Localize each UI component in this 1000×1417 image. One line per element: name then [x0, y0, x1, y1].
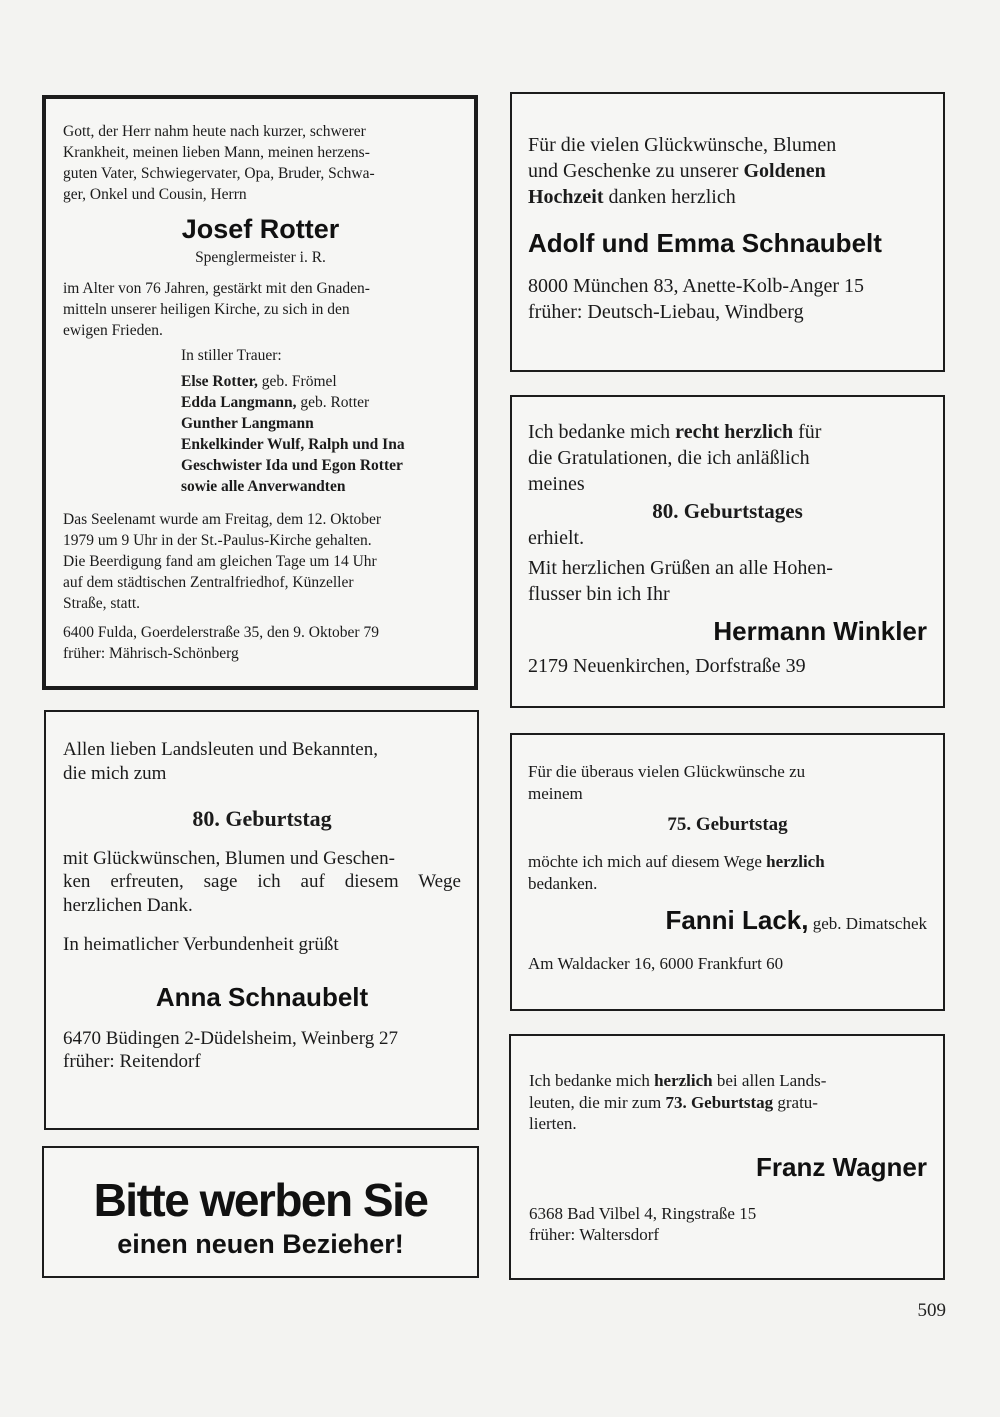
notice-hermann-winkler	[510, 395, 945, 708]
occasion: 75. Geburtstag	[667, 814, 788, 835]
text-line: im Alter von 76 Jahren, gestärkt mit den Gnaden-	[63, 280, 370, 297]
text-line: und Geschenke zu unserer Goldenen	[528, 160, 826, 182]
text-line: In heimatlicher Verbundenheit grüßt	[63, 934, 339, 955]
mourner: sowie alle Anverwandten	[181, 478, 346, 495]
notice-franz-wagner	[509, 1034, 945, 1280]
former-home: früher: Reitendorf	[63, 1051, 201, 1072]
sender-name: Fanni Lack,	[665, 905, 809, 935]
mourners-list	[181, 371, 458, 497]
text-line: Ich bedanke mich recht herzlich für	[528, 421, 822, 443]
obituary-age-text	[63, 278, 458, 341]
text-line: möchte ich mich auf diesem Wege herzlich	[528, 852, 825, 871]
sender-name-line	[528, 905, 927, 935]
mourner: Enkelkinder Wulf, Ralph und Ina	[181, 436, 405, 453]
text-line: herzlichen Dank.	[63, 894, 193, 916]
address: 6368 Bad Vilbel 4, Ringstraße 15	[529, 1203, 757, 1223]
text-line: 1979 um 9 Uhr in der St.-Paulus-Kirche gehalten.	[63, 532, 372, 549]
text-line: Allen lieben Landsleuten und Bekannten,	[63, 739, 378, 760]
address: 8000 München 83, Anette-Kolb-Anger 15	[528, 275, 865, 297]
occasion: 80. Geburtstag	[192, 806, 332, 831]
promo-subline: einen neuen Bezieher!	[117, 1229, 404, 1259]
notice-anna-schnaubelt	[44, 710, 479, 1130]
text-line: Ich bedanke mich herzlich bei allen Lands-	[529, 1071, 827, 1090]
subscriber-promo	[42, 1146, 479, 1278]
text-line: Mit herzlichen Grüßen an alle Hohen-	[528, 557, 833, 579]
text-line: guten Vater, Schwiegervater, Opa, Bruder, Schwa-	[63, 165, 375, 182]
text-line: lierten.	[529, 1114, 577, 1133]
text-line: erhielt.	[528, 527, 585, 549]
mourner: Gunther Langmann	[181, 415, 314, 432]
deceased-title: Spenglermeister i. R.	[195, 249, 326, 266]
mourning-label: In stiller Trauer:	[181, 347, 282, 364]
couple-name: Adolf und Emma Schnaubelt	[528, 228, 882, 258]
address: 2179 Neuenkirchen, Dorfstraße 39	[528, 655, 806, 677]
obituary-intro	[63, 121, 458, 205]
text-line: meines	[528, 473, 585, 495]
sender-name: Hermann Winkler	[713, 616, 927, 646]
text-line: flusser bin ich Ihr	[528, 583, 670, 605]
sender-name: Anna Schnaubelt	[155, 981, 369, 1012]
occasion: 80. Geburtstages	[652, 499, 803, 523]
notice-fanni-lack	[510, 733, 945, 1011]
address: 6400 Fulda, Goerdelerstraße 35, den 9. Oktober 79	[63, 624, 379, 641]
mourner: Else Rotter, geb. Frömel	[181, 373, 337, 390]
mourner: Geschwister Ida und Egon Rotter	[181, 457, 403, 474]
former-home: früher: Waltersdorf	[529, 1225, 660, 1244]
obituary-josef-rotter	[42, 95, 478, 690]
deceased-name: Josef Rotter	[181, 214, 340, 244]
former-home: früher: Deutsch-Liebau, Windberg	[528, 301, 804, 323]
text-line: Gott, der Herr nahm heute nach kurzer, schwerer	[63, 123, 366, 140]
text-line: auf dem städtischen Zentralfriedhof, Künzeller	[63, 574, 354, 591]
funeral-details	[63, 509, 458, 614]
text-line: Das Seelenamt wurde am Freitag, dem 12. Oktober	[63, 511, 382, 528]
mourner: Edda Langmann, geb. Rotter	[181, 394, 370, 411]
text-line: Für die vielen Glückwünsche, Blumen	[528, 134, 837, 156]
address: 6470 Büdingen 2-Düdelsheim, Weinberg 27	[63, 1027, 398, 1049]
text-line: die Gratulationen, die ich anläßlich	[528, 447, 810, 469]
former-home: früher: Mährisch-Schönberg	[63, 645, 239, 662]
text-line: Krankheit, meinen lieben Mann, meinen herzens-	[63, 144, 370, 161]
text-line: mit Glückwünschen, Blumen und Geschen-	[63, 847, 395, 869]
text-line: ken erfreuten, sage ich auf diesem Wege	[63, 871, 461, 892]
text-line: Straße, statt.	[63, 595, 141, 612]
text-line: Für die überaus vielen Glückwünsche zu	[528, 762, 806, 781]
text-line: bedanken.	[528, 874, 598, 893]
promo-headline: Bitte werben Sie	[93, 1174, 428, 1226]
text-line: ger, Onkel und Cousin, Herrn	[63, 186, 247, 203]
text-line: ewigen Frieden.	[63, 322, 163, 339]
text-line: leuten, die mir zum 73. Geburtstag gratu-	[529, 1092, 818, 1112]
text-line: meinem	[528, 784, 583, 803]
text-line: Die Beerdigung fand am gleichen Tage um 14 Uhr	[63, 553, 377, 570]
maiden-name: geb. Dimatschek	[808, 914, 927, 933]
address: Am Waldacker 16, 6000 Frankfurt 60	[528, 954, 784, 973]
sender-name: Franz Wagner	[756, 1151, 927, 1182]
page-number: 509	[917, 1300, 946, 1321]
notice-golden-wedding	[510, 92, 945, 372]
text-line: Hochzeit danken herzlich	[528, 186, 736, 208]
text-line: die mich zum	[63, 762, 167, 784]
text-line: mitteln unserer heiligen Kirche, zu sich in den	[63, 301, 350, 318]
